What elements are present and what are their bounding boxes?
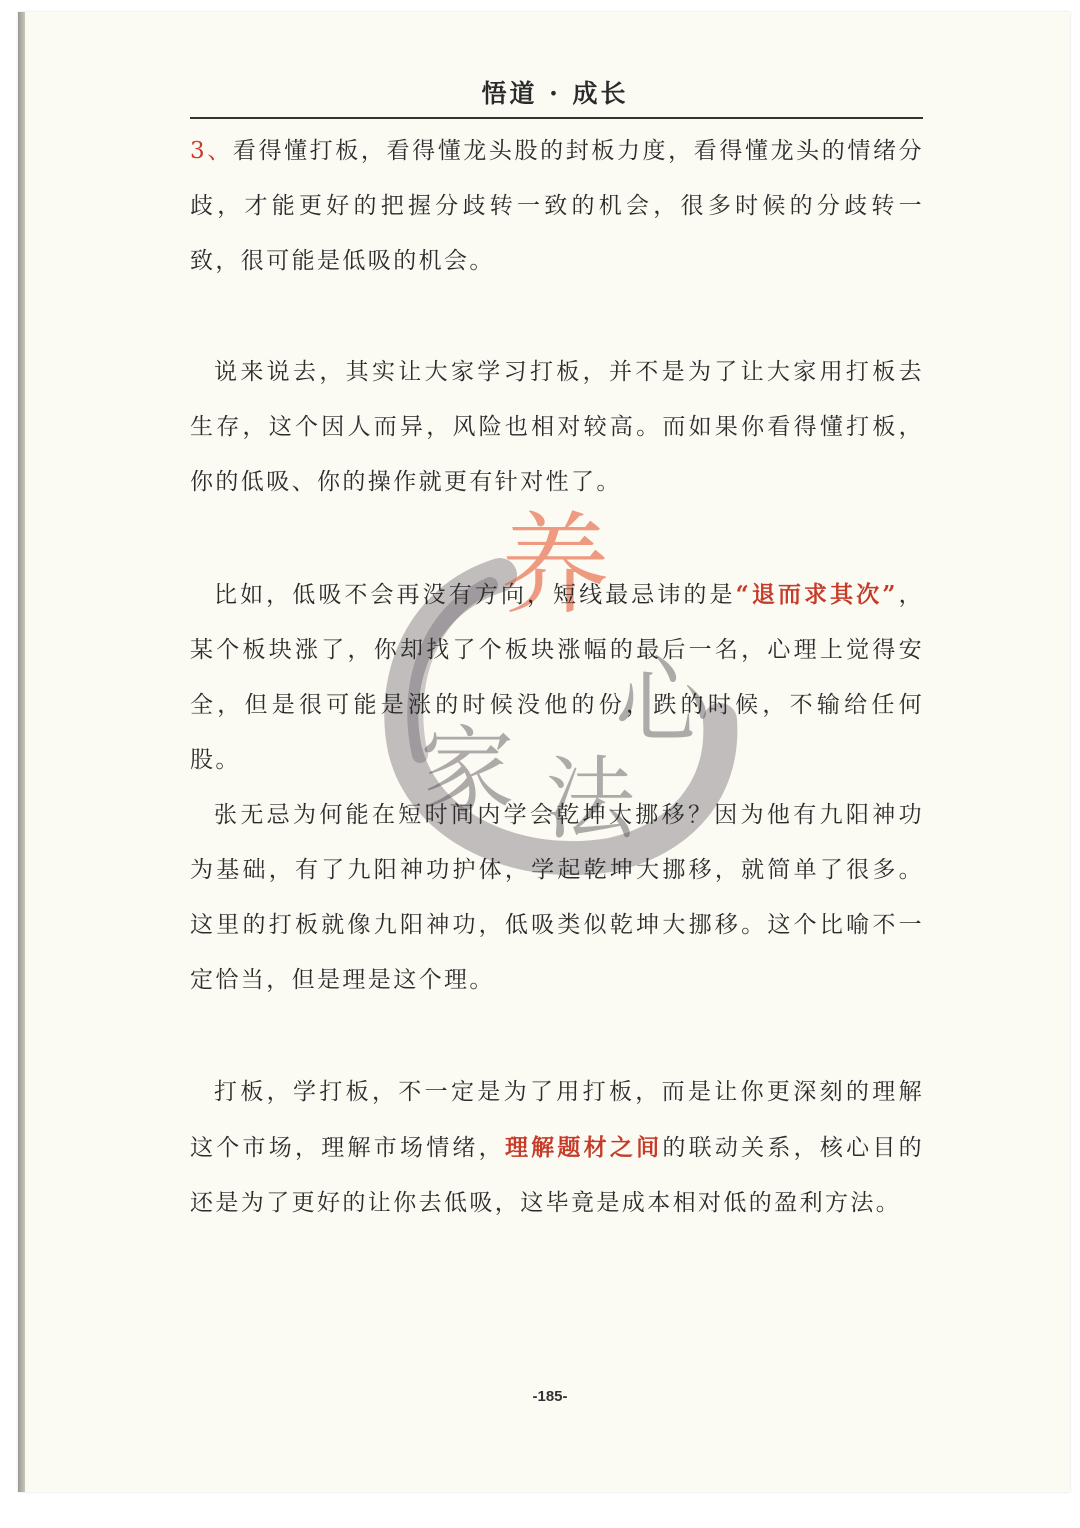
watermark-char-yang: 养 <box>500 501 610 629</box>
paragraph-3-highlight: “退而求其次” <box>735 581 898 608</box>
header-rule <box>190 117 923 119</box>
watermark-char-jia: 家 <box>420 717 516 827</box>
paragraph-4-text: 张无忌为何能在短时间内学会乾坤大挪移？因为他有九阳神功为基础，有了九阳神功护体，学起乾坤大挪移，就简单了很多。这里的打板就像九阳神功，低吸类似乾坤大挪移。这个比喻不一定恰当，但是理是这个理。 <box>190 802 924 993</box>
binding-edge <box>18 12 25 1492</box>
running-header-title: 悟道 · 成长 <box>481 79 629 108</box>
paragraph-4 <box>190 788 924 1008</box>
list-number: 3、 <box>190 138 233 164</box>
paragraph-5-highlight: 理解题材之间 <box>504 1134 663 1161</box>
paragraph-3-text-before: 比如，低吸不会再没有方向，短线最忌讳的是 <box>214 582 736 608</box>
paragraph-2 <box>190 345 924 510</box>
paragraph-2-text: 说来说去，其实让大家学习打板，并不是为了让大家用打板去生存，这个因人而异，风险也相对较高。而如果你看得懂打板，你的低吸、你的操作就更有针对性了。 <box>190 359 924 495</box>
paragraph-1 <box>190 124 924 289</box>
paragraph-3 <box>190 567 924 788</box>
paragraph-5 <box>190 1065 924 1231</box>
paragraph-5-text-after: 的联动关系，核心目的还是为了更好的让你去低吸，这毕竟是成本相对低的盈利方法。 <box>190 1135 924 1216</box>
watermark-char-fa: 法 <box>545 747 635 852</box>
watermark-char-xin: 心 <box>615 647 711 757</box>
paragraph-1-text: 看得懂打板，看得懂龙头股的封板力度，看得懂龙头的情绪分歧，才能更好的把握分歧转一致的机会，很多时候的分歧转一致，很可能是低吸的机会。 <box>190 138 924 274</box>
paragraph-5-text-before: 打板，学打板，不一定是为了用打板，而是让你更深刻的理解这个市场，理解市场情绪， <box>190 1079 924 1161</box>
page-number: -185- <box>532 1388 568 1405</box>
paragraph-3-text-after: ，某个板块涨了，你却找了个板块涨幅的最后一名，心理上觉得安全，但是很可能是涨的时候没他的份，跌的时候，不输给任何股。 <box>190 582 925 773</box>
